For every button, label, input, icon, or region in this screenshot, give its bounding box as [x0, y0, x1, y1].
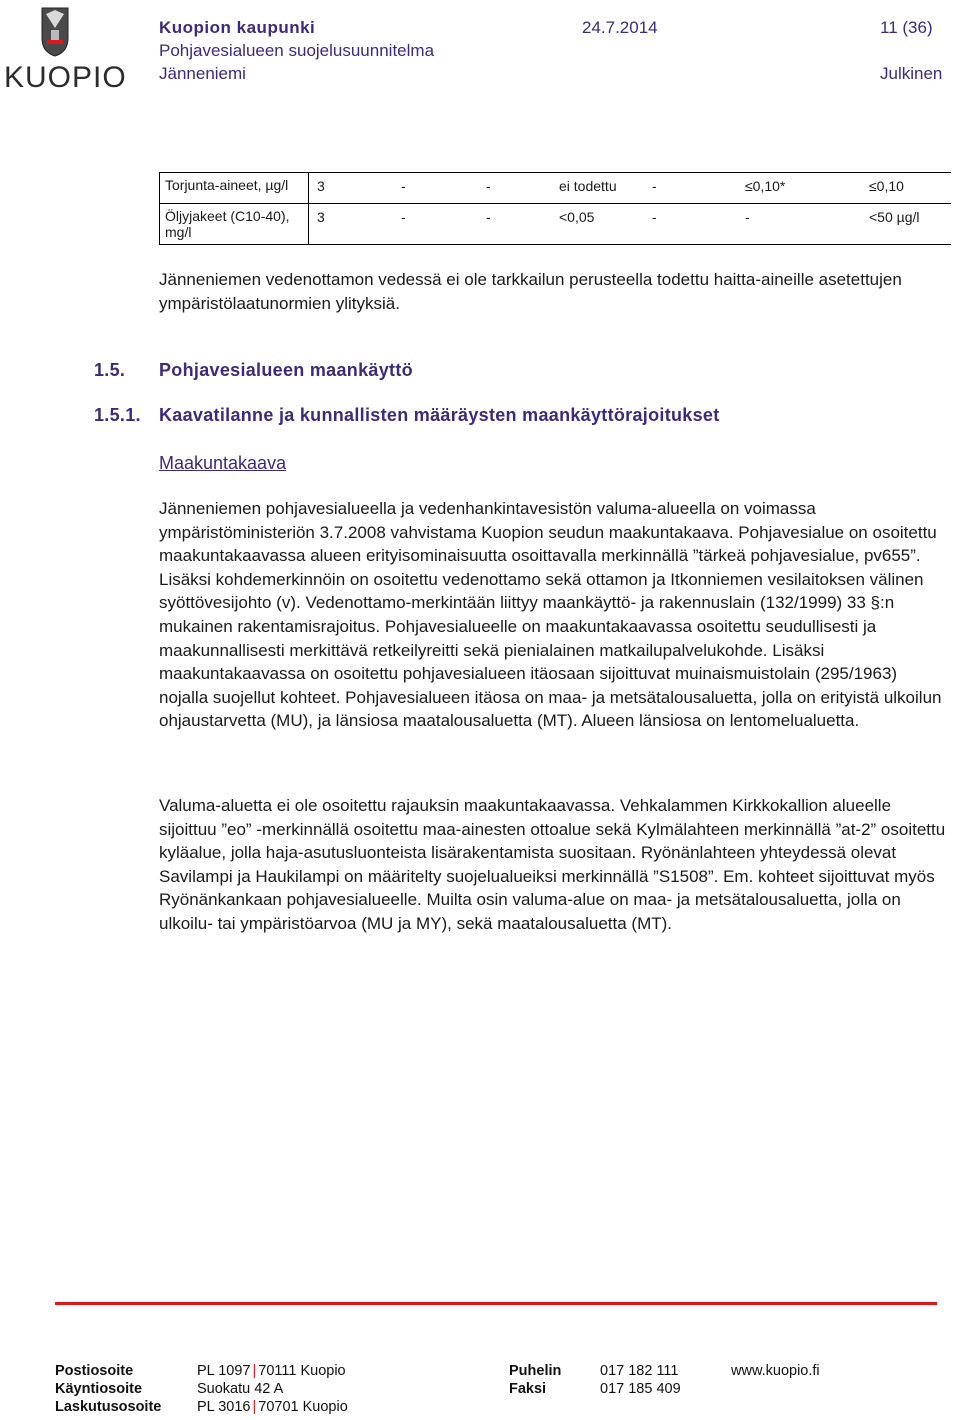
doc-date: 24.7.2014	[582, 18, 658, 37]
footer-website-link[interactable]: www.kuopio.fi	[731, 1363, 820, 1379]
water-quality-table	[159, 172, 951, 245]
table-cell: ≤0,10	[869, 178, 904, 194]
footer-label-postal: Postiosoite	[55, 1363, 134, 1379]
footer-contact-labels	[509, 1362, 561, 1398]
subheading-maakuntakaava: Maakuntakaava	[159, 453, 287, 473]
table-cell: -	[401, 209, 406, 225]
table-row	[160, 204, 952, 245]
paragraph-valuma-alue: Valuma-aluetta ei ole osoitettu rajauksin maakuntakaavassa. Vehkalammen Kirkkokallion alueelle sijoittuu ”eo” -merkinnällä osoitettu maa-ainesten ottoalue sekä Kylmälahteen merkinnällä ”at-2” osoitettu kyläalue, jolla haja-asutusluonteista lisärakentamista suositaan. Ryönänlahteen yhteydessä olevat Savilampi ja Haukilampi on määritelty suojelualueiksi merkinnällä ”S1508”. Em. kohteet sijoittuvat myös Ryönänkankaan pohjavesialueelle. Muilta osin valuma-alue on maa- ja metsätalousaluetta, jolla on ulkoilu- tai ympäristöarvoa (MU ja MY), sekä maatalousaluetta (MT).	[159, 796, 946, 933]
section-heading	[94, 360, 413, 381]
subsection-heading	[94, 405, 944, 426]
paragraph-maakuntakaava: Jänneniemen pohjavesialueella ja vedenhankintavesistön valuma-alueella on voimassa ympäristöministeriön 3.7.2008 vahvistama Kuopion seudun maakuntakaava. Pohjavesialue on osoitettu maakuntakaavassa alueen erityisominaisuutta osoittavalla merkinnällä ”tärkeä pohjavesialue, pv655”. Lisäksi kohdemerkinnöin on osoitettu vedenottamo sekä ottamon ja Itkonniemen vesilaitoksen välinen syöttövesijohto (v). Vedenottamo-merkintään liittyy maankäyttö- ja rakennuslain (132/1999) 33 §:n mukainen rakentamisrajoitus. Pohjavesialueelle on maakuntakaavassa osoitettu seudullisesti ja maakunnallisesti merkittävä retkeilyreitti sekä pienialainen matkailupalvelukohde. Lisäksi maakuntakaavassa on osoitettu pohjavesialueen itäosaan sijoittuvat muinaismuistolain (295/1963) nojalla suojellut kohteet. Pohjavesialueen itäosa on maa- ja metsätalousaluetta, jolla on erityistä ulkoilun ohjaustarvetta (MU), ja länsiosa maatalousaluetta (MT). Alueen länsiosa on lentomelualuetta.	[159, 499, 942, 731]
logo-text: KUOPIO	[4, 61, 127, 94]
intro-paragraph: Jänneniemen vedenottamon vedessä ei ole tarkkailun perusteella todettu haitta-aineille asetettujen ympäristölaatunormien ylityksiä.	[159, 270, 902, 313]
footer-fax: 017 185 409	[600, 1381, 681, 1397]
table-cell: 3	[317, 209, 325, 225]
page-number: 11 (36)	[880, 18, 933, 37]
table-cell-label: Torjunta-aineet, µg/l	[160, 173, 309, 204]
footer-fax-label: Faksi	[509, 1381, 547, 1397]
classification: Julkinen	[880, 64, 943, 83]
section-number: 1.5.	[94, 360, 126, 380]
table-values	[309, 173, 952, 204]
table-cell: -	[486, 178, 491, 194]
area-name: Jänneniemi	[159, 64, 246, 83]
table-cell: ≤0,10*	[745, 178, 786, 194]
kuopio-logo	[4, 4, 127, 96]
footer-label-visit: Käyntiosoite	[55, 1381, 143, 1397]
table-row	[160, 173, 952, 204]
table-cell: -	[745, 209, 750, 225]
footer-phone: 017 182 111	[600, 1363, 679, 1379]
org-name: Kuopion kaupunki	[159, 18, 316, 37]
footer-divider	[55, 1302, 937, 1305]
section-title: Pohjavesialueen maankäyttö	[159, 360, 413, 380]
postal-address: PL 1097 | 70111 Kuopio	[197, 1363, 346, 1379]
subsection-title: Kaavatilanne ja kunnallisten määräysten maankäyttörajoitukset	[159, 405, 720, 425]
table-cell: ei todettu	[559, 178, 617, 194]
table-cell: <50 µg/l	[869, 209, 920, 225]
table-cell: <0,05	[559, 209, 595, 225]
table-cell: -	[652, 178, 657, 194]
subsection-number: 1.5.1.	[94, 405, 141, 425]
footer-phone-label: Puhelin	[509, 1363, 562, 1379]
table-cell: -	[401, 178, 406, 194]
footer-labels	[55, 1362, 161, 1416]
table-cell: -	[486, 209, 491, 225]
billing-address: PL 3016 | 70701 Kuopio	[197, 1399, 348, 1415]
table-cell-label: Öljyjakeet (C10-40), mg/l	[160, 204, 309, 245]
table-cell: -	[652, 209, 657, 225]
table-cell: 3	[317, 178, 325, 194]
document-title: Pohjavesialueen suojelusuunnitelma	[159, 41, 435, 60]
footer-contact-values	[600, 1362, 681, 1398]
visit-address: Suokatu 42 A	[197, 1381, 284, 1397]
footer-label-billing: Laskutusosoite	[55, 1399, 162, 1415]
footer-addresses	[197, 1362, 348, 1416]
table-values	[309, 204, 952, 245]
